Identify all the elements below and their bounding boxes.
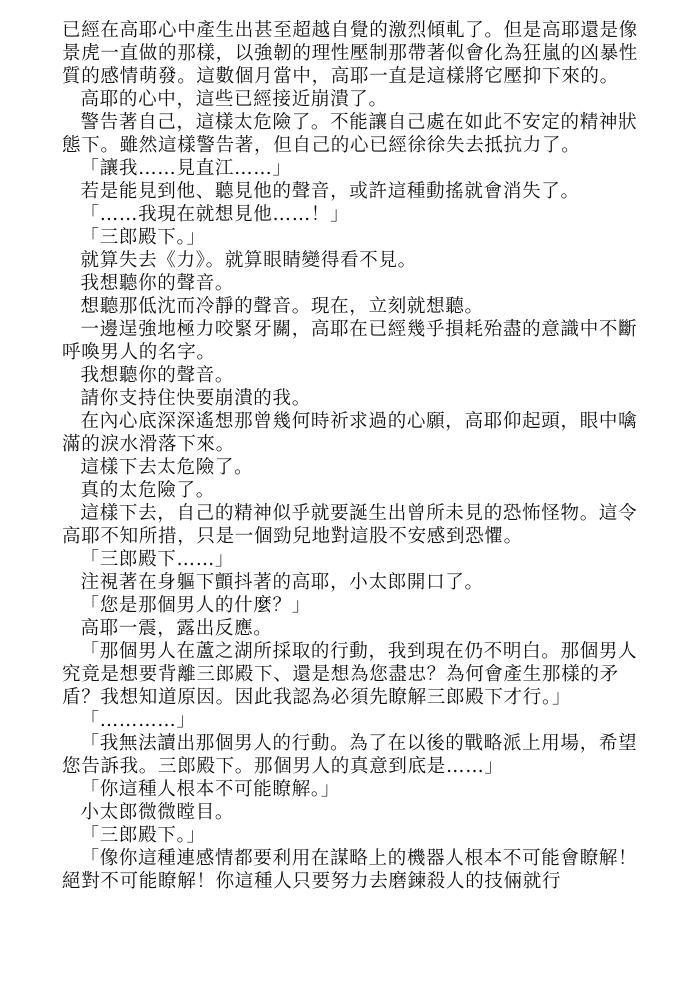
paragraph: 想聽那低沈而冷靜的聲音。現在，立刻就想聽。 [80,296,484,317]
paragraph: 我想聽你的聲音。 [80,273,235,294]
paragraph: 「讓我……見直江……」 [80,158,292,179]
paragraph: 我想聽你的聲音。 [80,365,235,386]
paragraph: 「…………」 [80,710,196,731]
paragraph: 「您是那個男人的什麼？」 [80,595,311,616]
paragraph: 「那個男人在蘆之湖所採取的行動，我到現在仍不明白。那個男人究竟是想要背離三郎殿下、還是想為您盡忠？為何會產生那樣的矛盾？我想知道原因。因此我認為必須先瞭解三郎殿下才行。」 [62,641,638,708]
paragraph: 真的太危險了。 [80,480,215,501]
paragraph: 「三郎殿下。」 [80,825,206,846]
paragraph: 就算失去《力》。就算眼睛變得看不見。 [80,250,417,271]
document-page [62,19,639,893]
paragraph: 已經在高耶心中產生出甚至超越自覺的激烈傾軋了。但是高耶還是像景虎一直做的那樣，以強韌的理性壓制那帶著似會化為狂嵐的凶暴性質的感情萌發。這數個月當中，高耶一直是這樣將它壓抑下來的。 [62,20,639,87]
paragraph: 高耶一震，露出反應。 [80,618,273,639]
paragraph: 高耶的心中，這些已經接近崩潰了。 [80,89,388,110]
paragraph: 注視著在身軀下顫抖著的高耶，小太郎開口了。 [80,572,484,593]
paragraph: 這樣下去太危險了。 [80,457,254,478]
paragraph: 這樣下去，自己的精神似乎就要誕生出曾所未見的恐怖怪物。這令高耶不知所措，只是一個勁兒地對這股不安感到恐懼。 [62,503,638,547]
paragraph: 請你支持住快要崩潰的我。 [80,388,311,409]
paragraph: 在內心底深深遙想那曾幾何時祈求過的心願，高耶仰起頭，眼中噙滿的淚水滑落下來。 [62,411,638,455]
paragraph: 「我無法讀出那個男人的行動。為了在以後的戰略派上用場，希望您告訴我。三郎殿下。那個男人的真意到底是……」 [62,733,638,777]
paragraph: 若是能見到他、聽見他的聲音，或許這種動搖就會消失了。 [80,181,580,202]
paragraph: 「……我現在就想見他……！」 [80,204,350,225]
paragraph: 「三郎殿下。」 [80,227,206,248]
paragraph: 「三郎殿下……」 [80,549,235,570]
paragraph: 警告著自己，這樣太危險了。不能讓自己處在如此不安定的精神狀態下。雖然這樣警告著，但自己的心已經徐徐失去抵抗力了。 [62,112,638,156]
paragraph: 小太郎微微瞠目。 [80,802,235,823]
paragraph: 「像你這種連感情都要利用在謀略上的機器人根本不可能會瞭解！絕對不可能瞭解！你這種人只要努力去磨鍊殺人的技倆就行 [62,848,638,892]
paragraph: 「你這種人根本不可能瞭解。」 [80,779,341,800]
paragraph: 一邊逞強地極力咬緊牙關，高耶在已經幾乎損耗殆盡的意識中不斷呼喚男人的名字。 [62,319,638,363]
